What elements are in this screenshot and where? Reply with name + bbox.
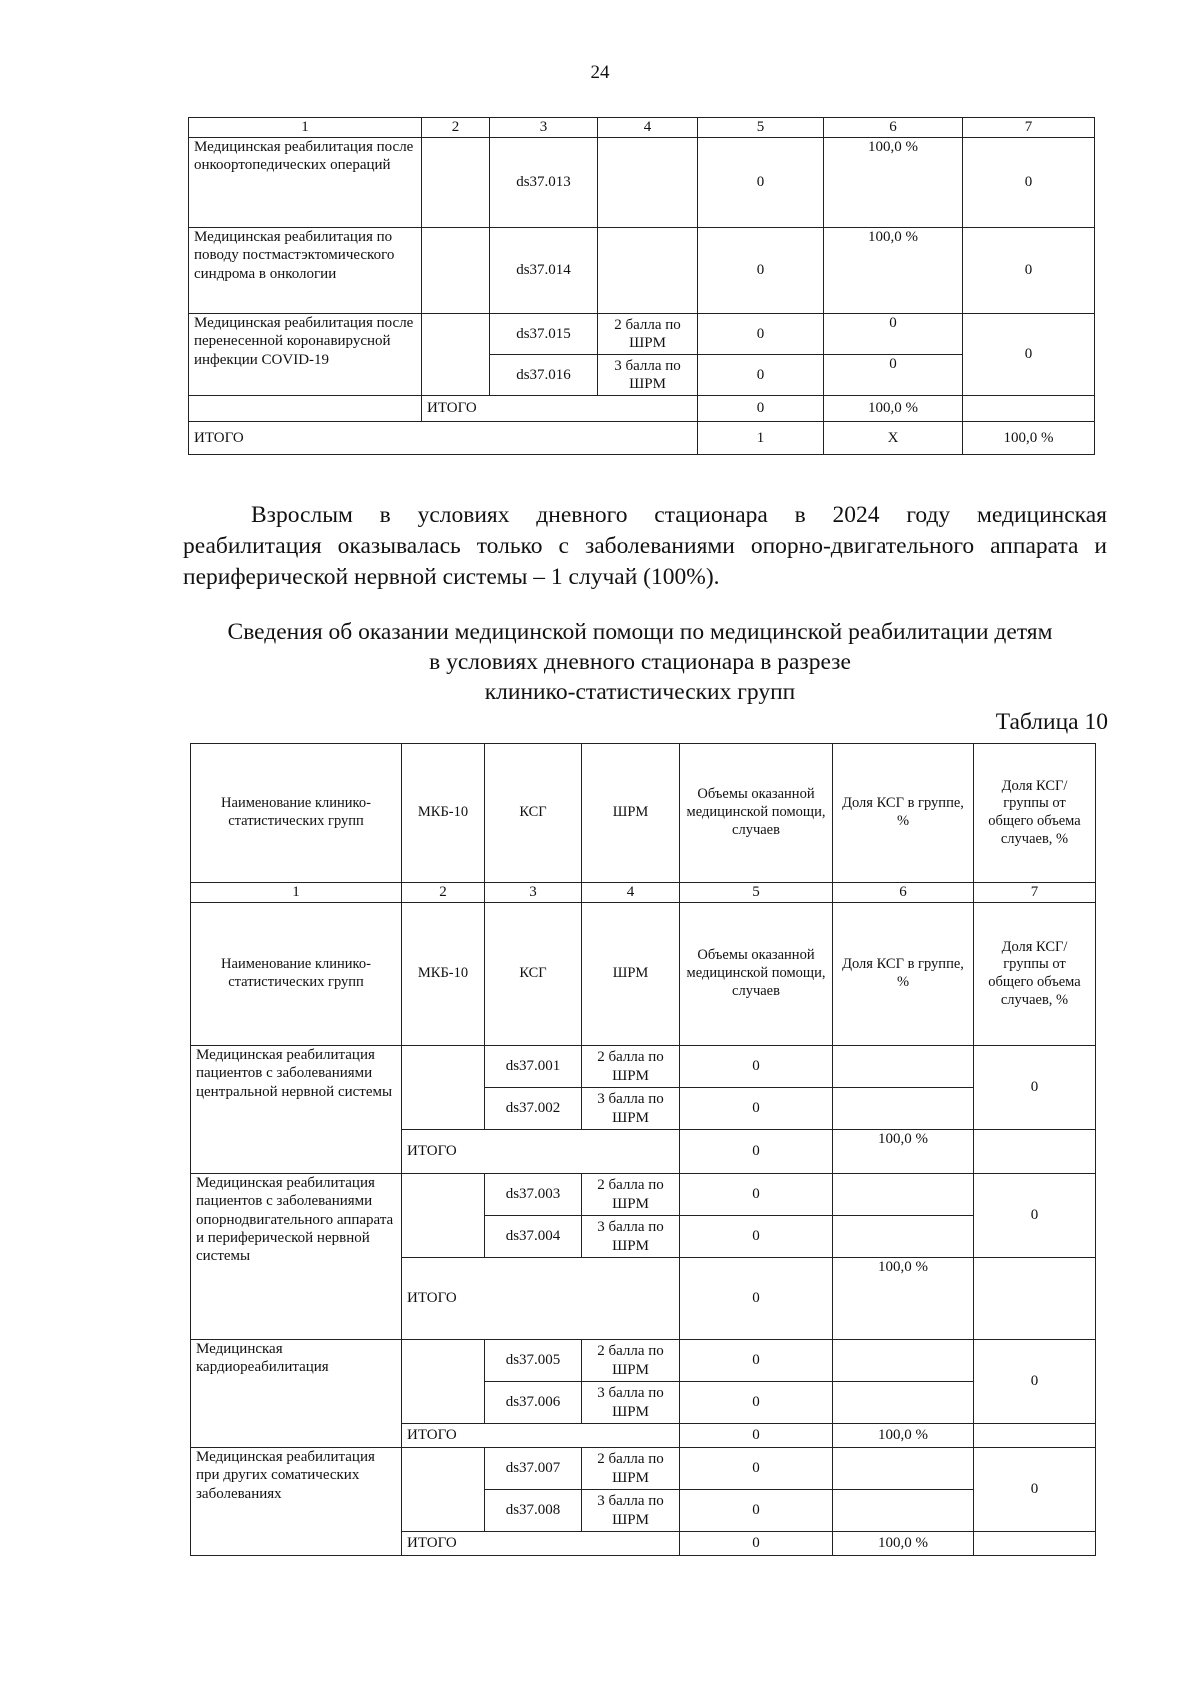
mkb-cell	[422, 228, 490, 314]
heading-line: Сведения об оказании медицинской помощи по медицинской реабилитации детям	[227, 619, 1053, 645]
share-cell: 100,0 %	[824, 228, 963, 314]
volume-cell: 0	[680, 1448, 833, 1490]
total-share-cell: 0	[963, 138, 1095, 228]
total-share-cell: 0	[974, 1174, 1096, 1258]
volume-cell: 0	[680, 1130, 833, 1174]
table-continuation	[188, 117, 1095, 455]
mkb-cell	[402, 1046, 485, 1130]
ksg-cell: ds37.007	[485, 1448, 582, 1490]
total-share-cell: 0	[963, 314, 1095, 396]
total-share-cell	[963, 396, 1095, 422]
header-ksg: КСГ	[485, 903, 582, 1046]
header-shrm: ШРМ	[582, 903, 680, 1046]
volume-cell: 0	[680, 1174, 833, 1216]
share-cell: 100,0 %	[833, 1424, 974, 1448]
volume-cell: 0	[698, 228, 824, 314]
volume-cell: 0	[680, 1490, 833, 1532]
shrm-cell	[598, 228, 698, 314]
volume-cell: 0	[680, 1088, 833, 1130]
share-cell: 100,0 %	[824, 396, 963, 422]
col-number: 5	[698, 118, 824, 138]
table-row	[191, 1448, 1096, 1490]
shrm-cell: 3 балла по ШРМ	[582, 1490, 680, 1532]
paragraph-rest: реабилитация оказывалась только с заболеваниями опорно-двигательного аппарата и периферической нервной системы – 1 случай (100%).	[183, 533, 1107, 590]
itogo-label: ИТОГО	[402, 1130, 680, 1174]
header-mkb: МКБ-10	[402, 903, 485, 1046]
itogo-label: ИТОГО	[402, 1532, 680, 1556]
table-row	[189, 314, 1095, 355]
volume-cell: 0	[680, 1382, 833, 1424]
table-10	[190, 743, 1096, 1556]
ksg-cell: ds37.008	[485, 1490, 582, 1532]
volume-cell: 0	[698, 314, 824, 355]
share-cell: 100,0 %	[833, 1258, 974, 1340]
share-cell	[833, 1490, 974, 1532]
volume-cell: 0	[680, 1424, 833, 1448]
page-number: 24	[590, 62, 610, 83]
total-share-cell	[974, 1130, 1096, 1174]
col-number: 1	[191, 883, 402, 903]
col-number: 1	[189, 118, 422, 138]
header-share-total: Доля КСГ/группы от общего объема случаев, %	[974, 903, 1096, 1046]
ksg-cell: ds37.006	[485, 1382, 582, 1424]
total-share-cell: 100,0 %	[963, 422, 1095, 455]
ksg-cell: ds37.015	[490, 314, 598, 355]
col-number: 6	[824, 118, 963, 138]
volume-cell: 0	[680, 1258, 833, 1340]
total-share-cell	[974, 1532, 1096, 1556]
share-cell: X	[824, 422, 963, 455]
col-number: 4	[582, 883, 680, 903]
header-ksg: КСГ	[485, 744, 582, 883]
share-cell	[833, 1382, 974, 1424]
heading-line: клинико-статистических групп	[484, 679, 796, 705]
total-share-cell: 0	[963, 228, 1095, 314]
grand-total-label: ИТОГО	[189, 422, 698, 455]
ksg-cell: ds37.003	[485, 1174, 582, 1216]
header-row-repeat	[191, 903, 1096, 1046]
share-cell: 100,0 %	[824, 138, 963, 228]
group-name: Медицинская реабилитация пациентов с заболеваниями центральной нервной системы	[191, 1046, 402, 1174]
share-cell: 100,0 %	[833, 1130, 974, 1174]
shrm-cell: 2 балла по ШРМ	[582, 1448, 680, 1490]
itogo-label: ИТОГО	[402, 1258, 680, 1340]
header-shrm: ШРМ	[582, 744, 680, 883]
header-name: Наименование клинико-статистических групп	[191, 744, 402, 883]
header-volume: Объемы оказанной медицинской помощи, случаев	[680, 744, 833, 883]
shrm-cell: 2 балла по ШРМ	[582, 1340, 680, 1382]
header-mkb: МКБ-10	[402, 744, 485, 883]
total-share-cell: 0	[974, 1340, 1096, 1424]
share-cell	[833, 1046, 974, 1088]
table-row	[189, 228, 1095, 314]
volume-cell: 0	[698, 138, 824, 228]
header-name: Наименование клинико-статистических групп	[191, 903, 402, 1046]
header-row	[191, 744, 1096, 883]
ksg-cell: ds37.014	[490, 228, 598, 314]
header-volume: Объемы оказанной медицинской помощи, случаев	[680, 903, 833, 1046]
summary-paragraph	[183, 500, 1107, 593]
itogo-label: ИТОГО	[422, 396, 698, 422]
mkb-cell	[422, 314, 490, 396]
col-number: 3	[490, 118, 598, 138]
share-cell	[833, 1448, 974, 1490]
ksg-cell: ds37.002	[485, 1088, 582, 1130]
total-share-cell: 0	[974, 1046, 1096, 1130]
ksg-cell: ds37.004	[485, 1216, 582, 1258]
table-row	[191, 1174, 1096, 1216]
itogo-label: ИТОГО	[402, 1424, 680, 1448]
mkb-cell	[422, 138, 490, 228]
mkb-cell	[402, 1340, 485, 1424]
group-name: Медицинская реабилитация по поводу постмастэктомического синдрома в онкологии	[189, 228, 422, 314]
share-cell	[833, 1174, 974, 1216]
header-share-total: Доля КСГ/группы от общего объема случаев, %	[974, 744, 1096, 883]
table-row	[191, 1046, 1096, 1088]
group-name	[189, 396, 422, 422]
header-share-in-group: Доля КСГ в группе, %	[833, 744, 974, 883]
ksg-cell: ds37.005	[485, 1340, 582, 1382]
shrm-cell: 2 балла по ШРМ	[582, 1174, 680, 1216]
group-name: Медицинская реабилитация после перенесенной коронавирусной инфекции COVID-19	[189, 314, 422, 396]
table-row	[191, 1340, 1096, 1382]
shrm-cell: 3 балла по ШРМ	[582, 1382, 680, 1424]
subtotal-row	[189, 396, 1095, 422]
col-number: 2	[402, 883, 485, 903]
heading-line: в условиях дневного стационара в разрезе	[429, 649, 851, 675]
grand-total-row	[189, 422, 1095, 455]
col-number: 7	[974, 883, 1096, 903]
total-share-cell	[974, 1258, 1096, 1340]
column-number-row	[191, 883, 1096, 903]
paragraph-line-1: Взрослым в условиях дневного стационара в 2024 году медицинская	[251, 502, 1107, 528]
table-row	[189, 138, 1095, 228]
group-name: Медицинская кардиореабилитация	[191, 1340, 402, 1448]
total-share-cell: 0	[974, 1448, 1096, 1532]
ksg-cell: ds37.013	[490, 138, 598, 228]
group-name: Медицинская реабилитация пациентов с заболеваниями опорнодвигательного аппарата и периферической нервной системы	[191, 1174, 402, 1340]
col-number: 7	[963, 118, 1095, 138]
share-cell	[833, 1088, 974, 1130]
share-cell	[833, 1216, 974, 1258]
group-name: Медицинская реабилитация после онкоортопедических операций	[189, 138, 422, 228]
mkb-cell	[402, 1174, 485, 1258]
ksg-cell: ds37.001	[485, 1046, 582, 1088]
share-cell: 0	[824, 355, 963, 396]
section-heading	[160, 617, 1120, 707]
col-number: 5	[680, 883, 833, 903]
shrm-cell	[598, 138, 698, 228]
total-share-cell	[974, 1424, 1096, 1448]
header-share-in-group: Доля КСГ в группе, %	[833, 903, 974, 1046]
col-number: 2	[422, 118, 490, 138]
shrm-cell: 3 балла по ШРМ	[582, 1088, 680, 1130]
shrm-cell: 3 балла по ШРМ	[582, 1216, 680, 1258]
column-number-row	[189, 118, 1095, 138]
volume-cell: 0	[680, 1046, 833, 1088]
table-caption: Таблица 10	[995, 709, 1108, 735]
col-number: 3	[485, 883, 582, 903]
volume-cell: 0	[680, 1532, 833, 1556]
col-number: 6	[833, 883, 974, 903]
ksg-cell: ds37.016	[490, 355, 598, 396]
mkb-cell	[402, 1448, 485, 1532]
share-cell: 0	[824, 314, 963, 355]
group-name: Медицинская реабилитация при других соматических заболеваниях	[191, 1448, 402, 1556]
volume-cell: 1	[698, 422, 824, 455]
volume-cell: 0	[698, 396, 824, 422]
share-cell	[833, 1340, 974, 1382]
volume-cell: 0	[680, 1340, 833, 1382]
col-number: 4	[598, 118, 698, 138]
shrm-cell: 2 балла по ШРМ	[598, 314, 698, 355]
share-cell: 100,0 %	[833, 1532, 974, 1556]
shrm-cell: 3 балла по ШРМ	[598, 355, 698, 396]
volume-cell: 0	[680, 1216, 833, 1258]
shrm-cell: 2 балла по ШРМ	[582, 1046, 680, 1088]
volume-cell: 0	[698, 355, 824, 396]
